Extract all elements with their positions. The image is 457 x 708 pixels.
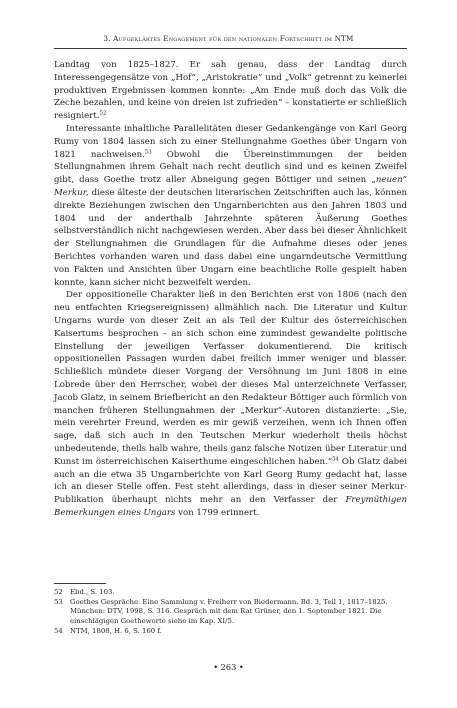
footnote-text: Goethes Gespräche. Eine Sammlung v. Freiherr von Biedermann. Bd. 3, Teil 1, 1817–1825. München: DTV, 1998, S. 316. Gespräch mit dem Rat Grüner, den 1. September 1821. Die einschlägigen Goetheworte siehe im Kap. XI/5. (70, 597, 388, 626)
text-segment: Obwohl die Übereinstimmungen der beiden Stellungnahmen ihrem Gehalt nach recht deutlich sind und es keinen Zweifel gibt, dass Goethe trotz aller Abneigung gegen Böttiger und seinen (54, 149, 407, 186)
footnote-ref: 52 (99, 110, 107, 117)
footnotes (54, 588, 407, 637)
running-head: 3. Aufgeklärtes Engagement für den nationalen Fortschritt im NTM (103, 34, 354, 43)
footnote-ref: 53 (144, 149, 152, 156)
italic-text: Freymüthigen Bemerkungen eines Ungars (54, 495, 407, 518)
header-rule (54, 48, 407, 49)
footnote-number: 54 (54, 626, 63, 635)
text-segment: diese älteste der deutschen literarischen Zeitschriften auch las, können direkte Beziehungen zwischen den Ungarnberichten aus den Jahren 1803 und 1804 und der anderthalb Jahrzehnte späteren Äußerung Goethes selbstverständlich nicht nachgewiesen werden. Aber dass bei dieser Ähnlichkeit der Stellungnahmen die Grundlagen für die Aufnahme dieses oder jenes Berichtes vorhanden waren und dass dabei eine ungarndeutsche Vermittlung von Fakten und Ansichten über Ungarn eine beachtliche Rolle gespielt haben konnte, kann sicher nicht bezweifelt werden. (54, 187, 407, 288)
body-text (54, 59, 407, 520)
text-segment: Interessante inhaltliche Parallelitäten dieser Gedankengänge von Karl Georg Rumy von 1804 lassen sich zu einer Stellungnahme Goethes über Ungarn von 1821 nachweisen. (54, 123, 407, 160)
footnote (54, 588, 407, 598)
paragraph (54, 123, 407, 289)
footnote-number: 52 (54, 588, 63, 596)
footnote-text: NTM, 1808, H. 6, S. 160 f. (70, 626, 162, 635)
footnote-text: Ebd., S. 103. (70, 588, 115, 596)
footnote-number: 53 (54, 597, 63, 606)
page-number: • 263 • (213, 662, 244, 672)
paragraph (54, 289, 407, 519)
italic-text: „neuen“ Merkur, (54, 175, 407, 198)
text-segment: Ob Glatz dabei auch an die etwa 35 Ungarnberichte von Karl Georg Rumy gedacht hat, lasse ich an dieser Stelle offen. Fest steht allerdings, dass in dieser seiner Merkur-Publikation überhaupt nichts mehr an den Verfasser der (54, 456, 408, 506)
text-segment: von 1799 erinnert. (175, 507, 260, 518)
paragraph (54, 59, 407, 123)
text-segment: Landtag von 1825–1827. Er sah genau, dass der Landtag durch Interessengegensätze von „Hof“, „Aristokratie“ und „Volk“ getrennt zu keinerlei produktiven Ergebnissen kommen konnte: „Am Ende muß doch das Volk die Zeche bezahlen, und keine von dreien ist zufrieden“ – konstatierte er schließlich resigniert. (54, 60, 407, 122)
footnote (54, 598, 407, 627)
footnote-rule (54, 583, 106, 584)
footnote-ref: 54 (332, 456, 339, 463)
text-segment: Der oppositionelle Charakter ließ in den Berichten erst von 1806 (nach den neu entfachten Kriegsereignissen) allmählich nach. Die Literatur und Kultur Ungarns wurde von dieser Zeit an als Teil der Kultur des österreichischen Kaisertums besprochen – an sich schon eine zumindest gewandelte politische Einstellung der jeweiligen Verfasser dokumentierend. Die kritisch oppositionellen Passagen wurden dabei freilich immer weniger und blasser. Schließlich mündete dieser Vorgang der Versöhnung im Juni 1808 in eine Lobrede über den Herrscher, wobei der dieses Mal unterzeichnete Verfasser, Jacob Glatz, in seinem Briefbericht an den Redakteur Böttiger auch förmlich von manchen früheren Stellungnahmen der „Merkur“-Autoren distanzierte: „Sie, mein verehrter Freund, werden es mir gewiß verzeihen, wenn ich Ihnen offen sage, daß sich auch in den Teutschen Merkur wiederholt theils höchst unbedeutende, theils halb wahre, theils ganz falsche Notizen über Literatur und Kunst im österreichischen Kaiserthume eingeschlichen haben.“ (54, 290, 407, 467)
footnote (54, 627, 407, 637)
